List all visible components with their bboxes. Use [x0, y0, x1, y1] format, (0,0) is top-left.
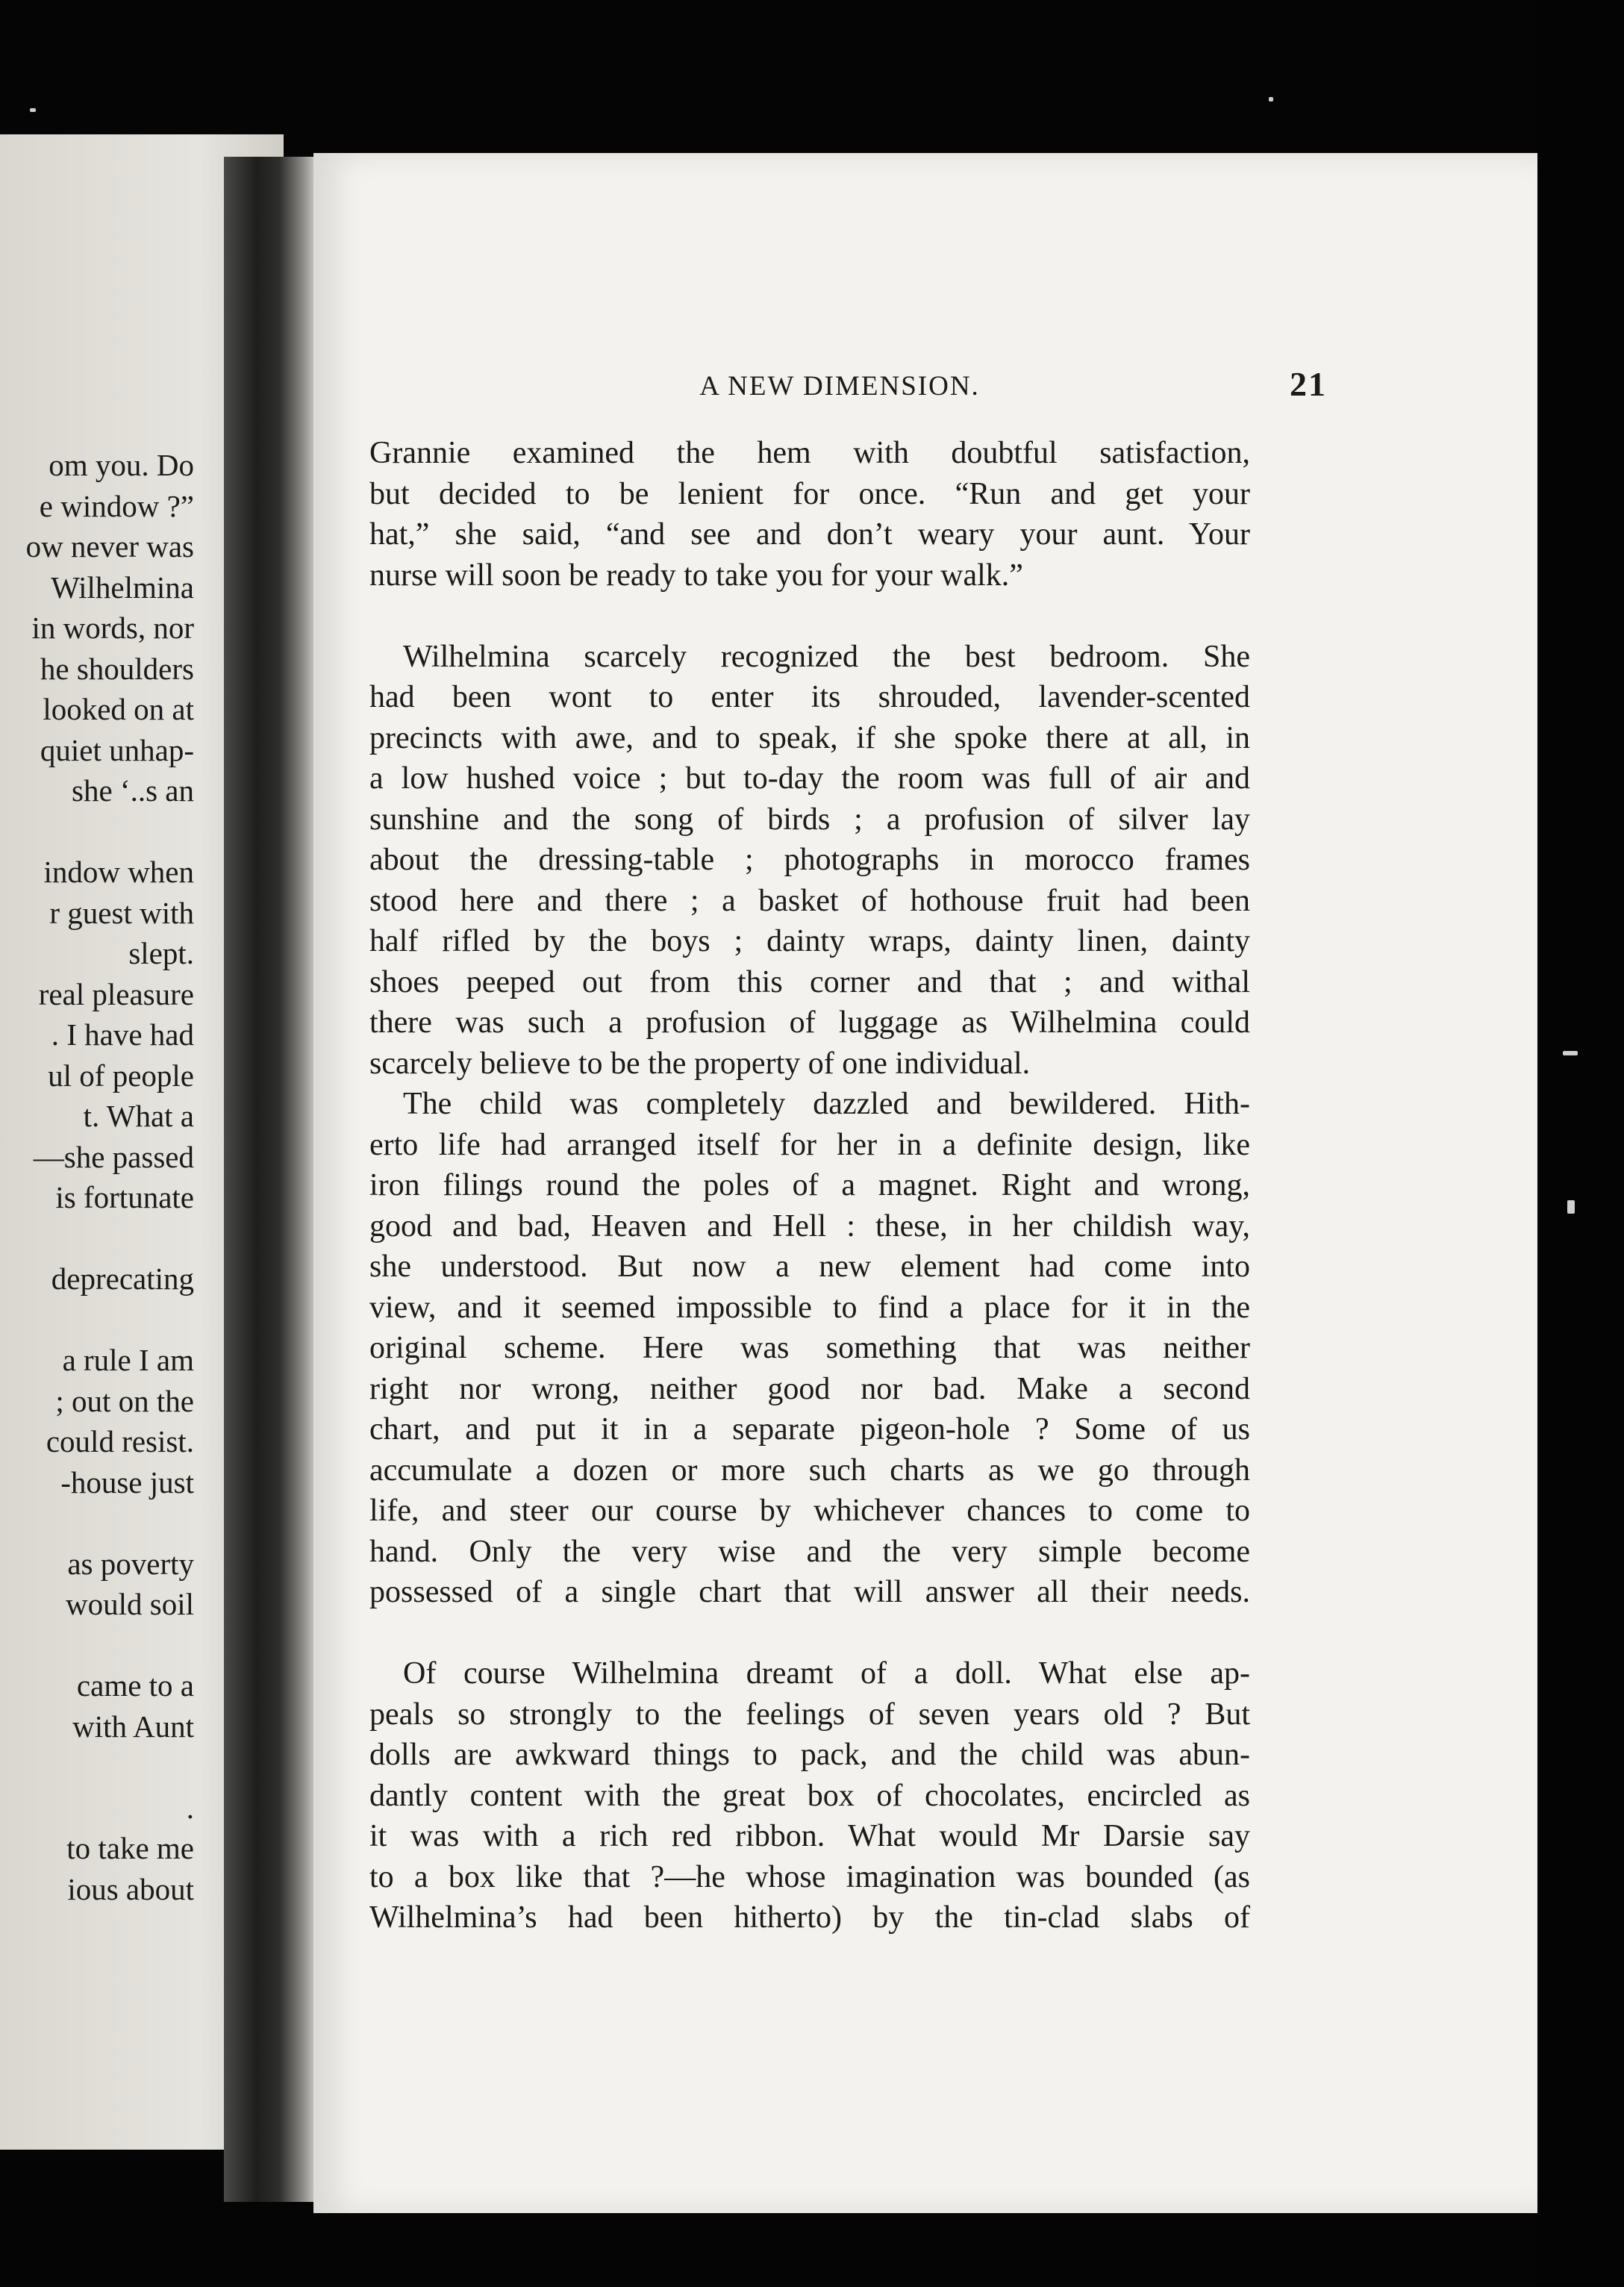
text-line: about the dressing-table ; photographs in morocco frames: [369, 843, 1250, 877]
facing-page-line: t. What a: [83, 1099, 194, 1133]
text-line: view, and it seemed impossible to find a place for it in the: [369, 1290, 1250, 1325]
facing-page-line: . I have had: [51, 1017, 194, 1052]
text-line: accumulate a dozen or more such charts as we go through: [369, 1453, 1250, 1488]
facing-page-line: quiet unhap-: [40, 732, 194, 767]
text-line: she understood. But now a new element had come into: [369, 1249, 1250, 1284]
text-line: hand. Only the very wise and the very simple become: [369, 1534, 1250, 1569]
text-line: dantly content with the great box of chocolates, encircled as: [369, 1778, 1250, 1813]
facing-page-line: slept.: [128, 936, 194, 970]
text-line: hat,” she said, “and see and don’t weary your aunt. Your: [369, 517, 1250, 552]
page-number: 21: [1290, 365, 1327, 403]
text-line: sunshine and the song of birds ; a profusion of silver lay: [369, 802, 1250, 837]
scan-speck: [30, 108, 36, 112]
running-title: A NEW DIMENSION.: [699, 371, 980, 402]
line-gap: [0, 1747, 194, 1788]
facing-page-line: he shoulders: [40, 651, 194, 686]
facing-page-line: indow when: [43, 855, 194, 889]
facing-page-line: is fortunate: [55, 1180, 194, 1214]
book-page: [313, 153, 1537, 2213]
facing-page-line: deprecating: [51, 1261, 194, 1296]
facing-page-line: ow never was: [25, 529, 194, 564]
text-line: nurse will soon be ready to take you for your walk.”: [369, 558, 1023, 593]
text-line: Wilhelmina scarcely recognized the best bedroom. She: [403, 639, 1250, 674]
text-line: to a box like that ?—he whose imagination was bounded (as: [369, 1859, 1250, 1894]
facing-page-line: came to a: [76, 1668, 194, 1703]
text-line: original scheme. Here was something that was neither: [369, 1331, 1250, 1365]
book-gutter-shadow: [224, 157, 316, 2202]
scan-speck: [1563, 1051, 1578, 1055]
facing-page-line: r guest with: [49, 895, 194, 930]
line-gap: [0, 1218, 194, 1259]
text-line: Of course Wilhelmina dreamt of a doll. What else ap-: [403, 1656, 1250, 1691]
text-line: it was with a rich red ribbon. What would Mr Darsie say: [369, 1819, 1250, 1853]
text-line: iron filings round the poles of a magnet. Right and wrong,: [369, 1168, 1250, 1202]
text-line: Wilhelmina’s had been hitherto) by the tin-clad slabs of: [369, 1900, 1250, 1935]
facing-page-line: a rule I am: [62, 1343, 194, 1377]
text-line: a low hushed voice ; but to-day the room was full of air and: [369, 761, 1250, 796]
text-line: shoes peeped out from this corner and that ; and withal: [369, 964, 1250, 999]
facing-page-line: real pleasure: [38, 976, 194, 1011]
facing-page-line: she ‘..s an: [72, 773, 194, 808]
text-line: possessed of a single chart that will answer all their needs.: [369, 1575, 1250, 1609]
facing-page-line: ul of people: [48, 1058, 194, 1093]
text-line: stood here and there ; a basket of hothouse fruit had been: [369, 883, 1250, 918]
text-line: right nor wrong, neither good nor bad. Make a second: [369, 1371, 1250, 1406]
text-line: Grannie examined the hem with doubtful satisfaction,: [369, 436, 1250, 470]
text-line: chart, and put it in a separate pigeon-hole ? Some of us: [369, 1412, 1250, 1447]
scan-speck: [1269, 97, 1273, 102]
facing-page-line: —she passed: [33, 1139, 194, 1174]
facing-page-text: [0, 445, 194, 1909]
text-line: The child was completely dazzled and bewildered. Hith-: [403, 1087, 1250, 1121]
text-line: had been wont to enter its shrouded, lavender-scented: [369, 680, 1250, 714]
facing-page-line: in words, nor: [31, 611, 194, 645]
facing-page-line: ious about: [67, 1871, 194, 1906]
scan-background: [1537, 0, 1624, 2287]
text-line: good and bad, Heaven and Hell : these, in her childish way,: [369, 1208, 1250, 1244]
facing-page-line: Wilhelmina: [51, 570, 194, 605]
facing-page-line: looked on at: [43, 692, 194, 726]
text-line: dolls are awkward things to pack, and the child was abun-: [369, 1738, 1250, 1772]
body-text: [369, 433, 1250, 1938]
facing-page-line: with Aunt: [72, 1709, 194, 1744]
text-line: there was such a profusion of luggage as Wilhelmina could: [369, 1005, 1250, 1040]
line-gap: [0, 811, 194, 852]
text-line: peals so strongly to the feelings of seven years old ? But: [369, 1697, 1250, 1732]
text-line: precincts with awe, and to speak, if she spoke there at all, in: [369, 720, 1250, 755]
facing-page-line: to take me: [66, 1831, 194, 1865]
line-gap: [0, 1299, 194, 1341]
scan-speck: [1567, 1200, 1575, 1214]
text-line: life, and steer our course by whichever chances to come to: [369, 1494, 1250, 1528]
line-gap: [0, 1503, 194, 1544]
facing-page-line: would soil: [66, 1587, 194, 1621]
paragraph-gap: [369, 1613, 1250, 1654]
facing-page-line: -house just: [60, 1464, 194, 1500]
paragraph-gap: [369, 596, 1250, 637]
text-line: erto life had arranged itself for her in a definite design, like: [369, 1127, 1250, 1162]
text-line: but decided to be lenient for once. “Run and get your: [369, 476, 1250, 511]
text-line: half rifled by the boys ; dainty wraps, dainty linen, dainty: [369, 924, 1250, 958]
facing-page-line: as poverty: [67, 1546, 194, 1581]
facing-page-line: could resist.: [46, 1424, 194, 1458]
text-line: scarcely believe to be the property of one individual.: [369, 1046, 1031, 1081]
facing-page-line: ; out on the: [55, 1383, 194, 1418]
facing-page-line: .: [186, 1790, 194, 1825]
facing-page-line: e window ?”: [39, 488, 194, 523]
facing-page-line: om you. Do: [49, 448, 194, 482]
line-gap: [0, 1625, 194, 1666]
running-head: [373, 364, 1327, 406]
